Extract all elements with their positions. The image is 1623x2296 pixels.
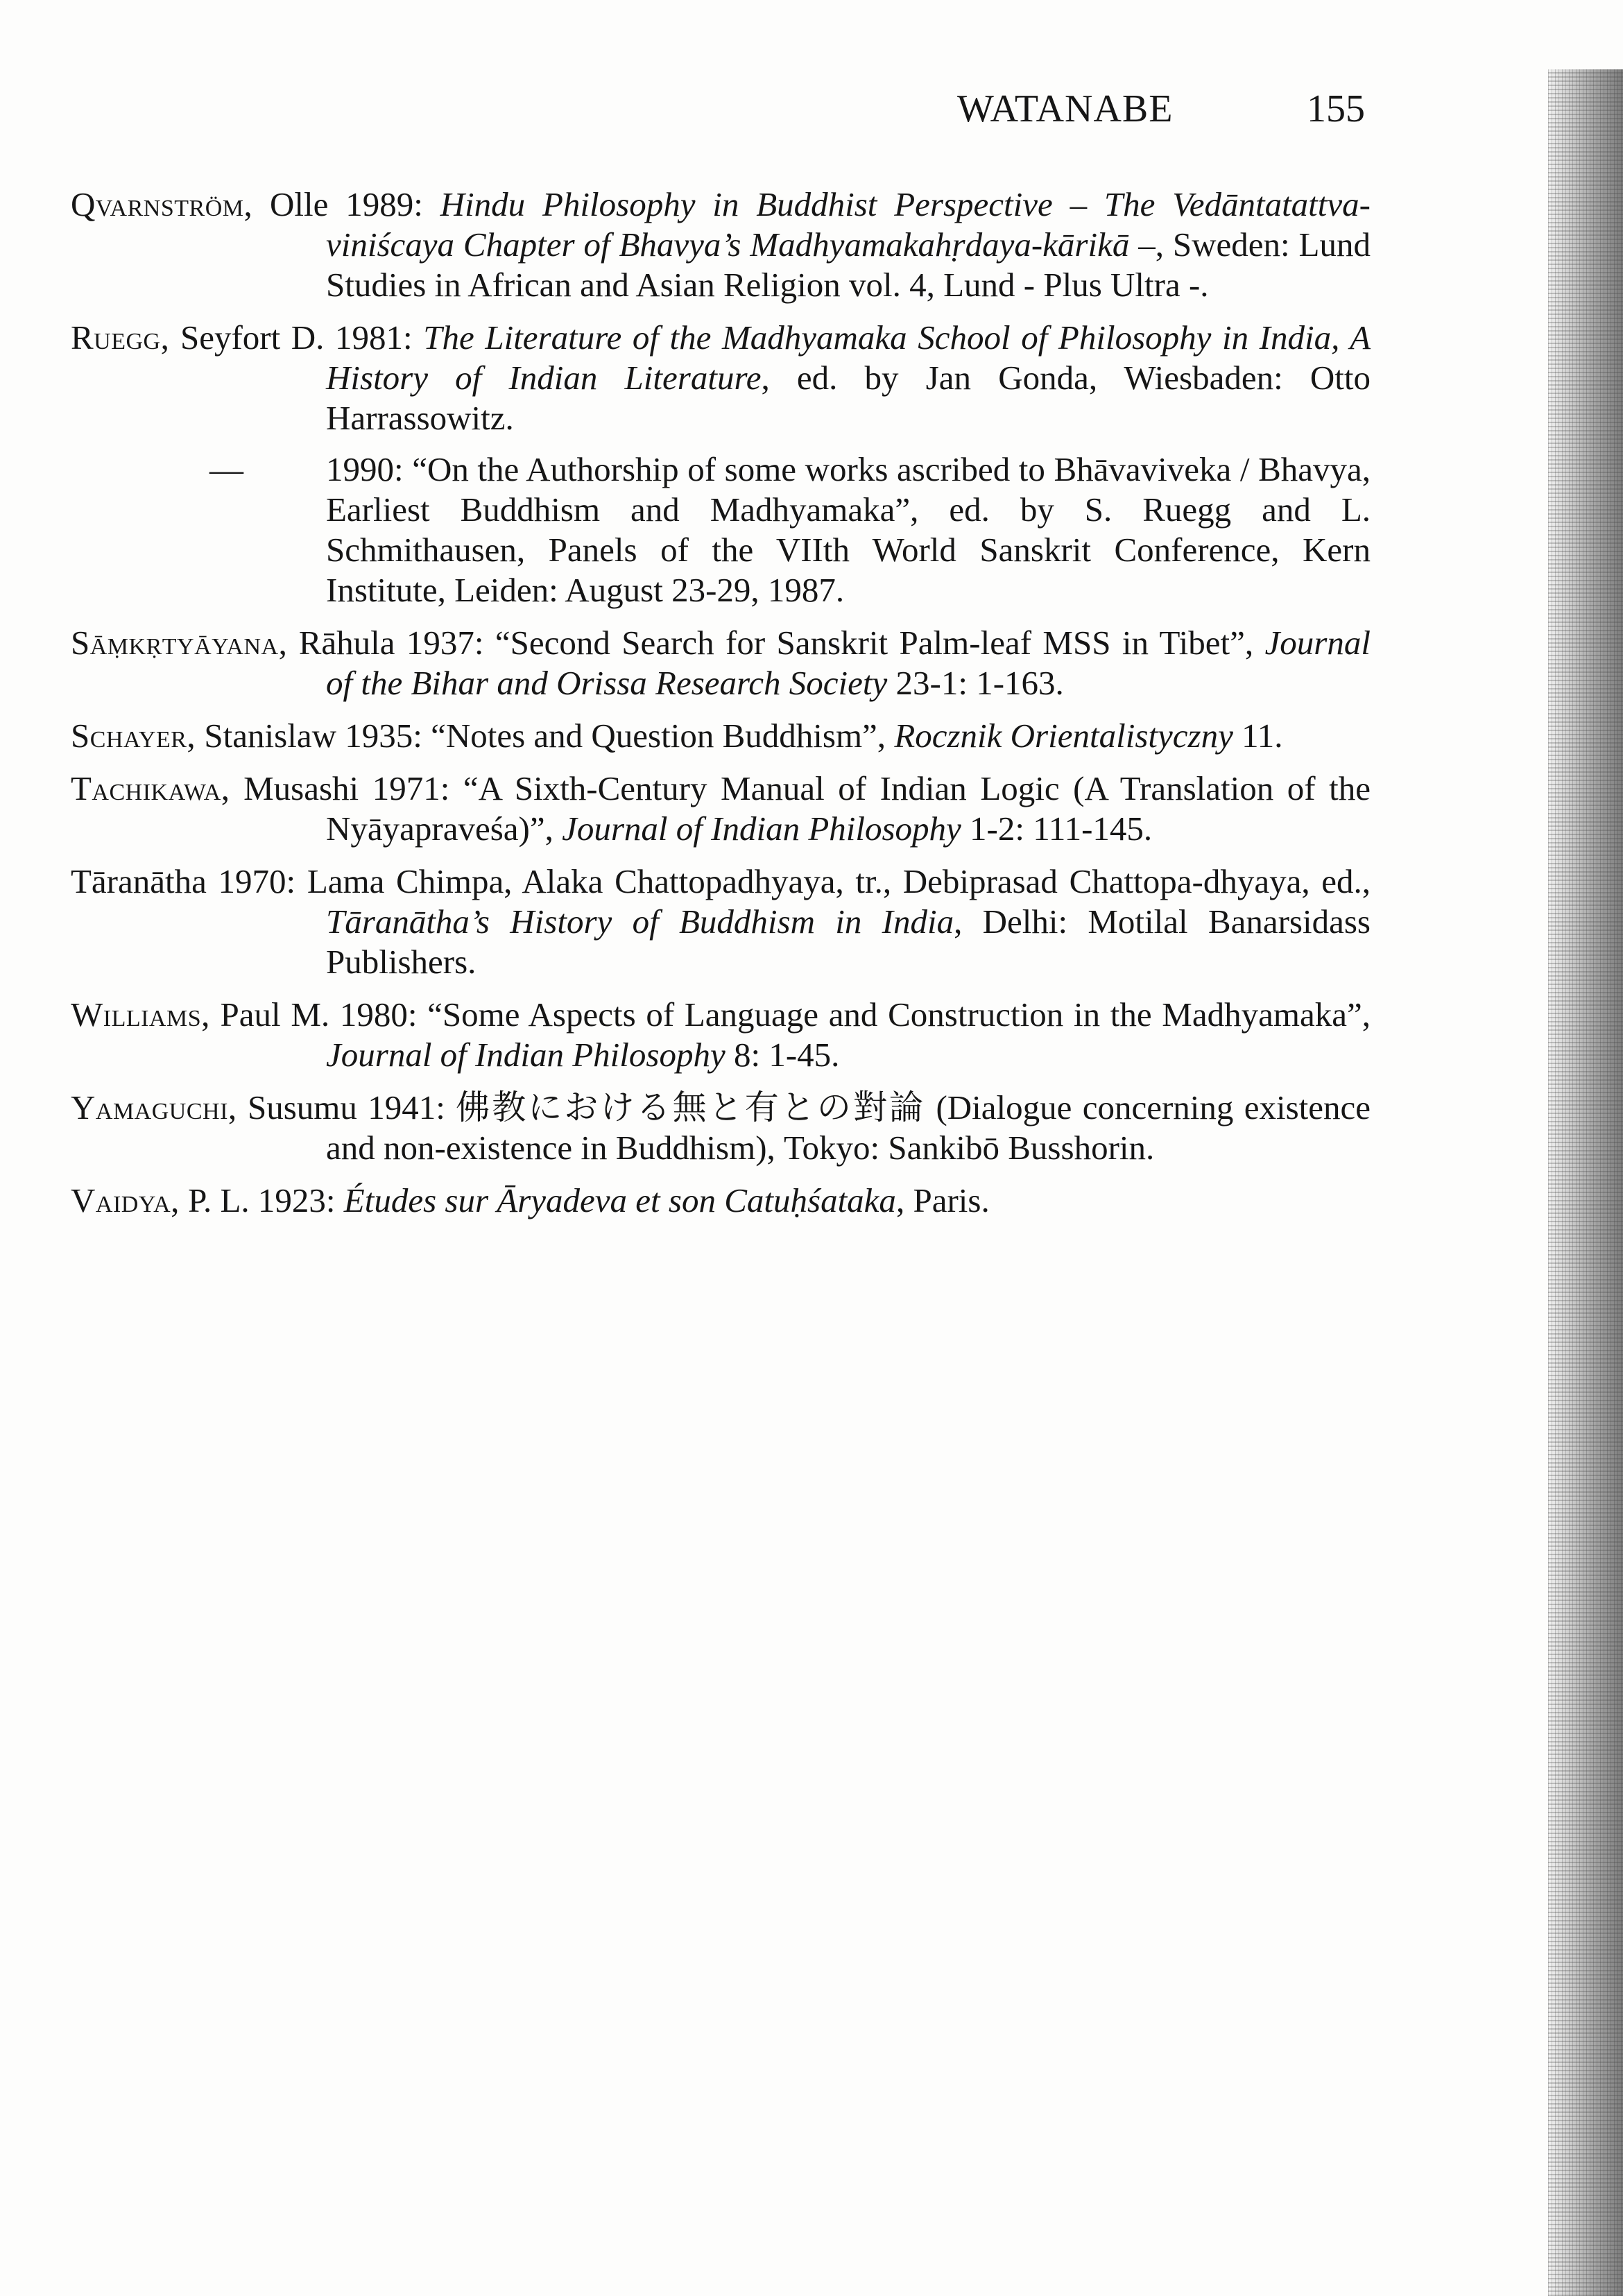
entry-text: Olle 1989: <box>252 185 440 223</box>
entry-text: Tāranātha 1970: Lama Chimpa, Alaka Chattopadhyaya, tr., Debiprasad Chattopa-dhyaya, ed., <box>71 862 1371 900</box>
bib-entry-vaidya <box>71 1181 1371 1221</box>
entry-text: 1990: “On the Authorship of some works ascribed to Bhāvaviveka / Bhavya, Earliest Buddhism and Madhyamaka”, ed. by S. Ruegg and L. Schmithausen, Panels of the VIIth World Sanskrit Conference, Kern Institute, Leiden: August 23-29, 1987. <box>326 450 1371 609</box>
same-author-dash: — <box>209 450 243 488</box>
running-head: WATANABE <box>957 87 1174 130</box>
entry-text: 23-1: 1-163. <box>887 664 1064 702</box>
entry-text: Rāhula 1937: “Second Search for Sanskrit Palm-leaf MSS in Tibet”, <box>287 624 1265 662</box>
entry-author: Qvarnström, <box>71 185 253 223</box>
bib-entry-tachikawa <box>71 769 1371 849</box>
entry-title: Tāranātha’s History of Buddhism in India <box>326 902 954 941</box>
bib-entry-schayer <box>71 716 1371 756</box>
entry-title: Journal of Indian Philosophy <box>562 809 961 848</box>
entry-text: 11. <box>1233 717 1283 755</box>
bib-entry-taranatha <box>71 862 1371 982</box>
entry-title: Hindu Philosophy in Buddhist Perspective – The Vedāntatattva-viniścaya Chapter of Bhavya’s Madhyamakahṛdaya-kārikā – <box>326 185 1371 264</box>
bib-entry-ruegg-1990 <box>71 449 1371 610</box>
page-number: 155 <box>1307 87 1365 130</box>
entry-text: Stanislaw 1935: “Notes and Question Buddhism”, <box>196 717 895 755</box>
entry-author: Schayer, <box>71 717 196 755</box>
entry-text: Musashi 1971: “A Sixth-Century Manual of Indian Logic (A Translation of the Nyāyapraveśa)”, <box>230 769 1371 848</box>
entry-author: Tachikawa, <box>71 769 230 807</box>
entry-text: Susumu 1941: 佛教における無と有との對論 (Dialogue concerning existence and non-existence in Buddhism), Tokyo: Sankibō Busshorin. <box>237 1088 1371 1167</box>
bibliography-list <box>71 185 1371 1233</box>
entry-text: Paul M. 1980: “Some Aspects of Language and Construction in the Madhyamaka”, <box>209 995 1371 1034</box>
entry-text: P. L. 1923: <box>179 1181 344 1219</box>
entry-author: Williams, <box>71 995 210 1034</box>
scan-binding-edge <box>1548 69 1623 2296</box>
entry-title: Journal of Indian Philosophy <box>326 1036 725 1074</box>
entry-title: Journal of the Bihar and Orissa Research Society <box>326 624 1371 702</box>
entry-author: Ruegg, <box>71 318 170 357</box>
entry-author: Vaidya, <box>71 1181 180 1219</box>
entry-text: 8: 1-45. <box>725 1036 840 1074</box>
entry-title: Rocznik Orientalistyczny <box>894 717 1233 755</box>
entry-author: Yamaguchi, <box>71 1088 237 1126</box>
bib-entry-qvarnstrom <box>71 185 1371 305</box>
entry-author: Sāṃkṛtyāyana, <box>71 624 288 662</box>
entry-text: , Paris. <box>895 1181 990 1219</box>
bib-entry-samkrtyayana <box>71 623 1371 703</box>
entry-title: Études sur Āryadeva et son Catuḥśataka <box>343 1181 896 1219</box>
entry-text: Seyfort D. 1981: <box>169 318 424 357</box>
entry-text: , Delhi: Motilal Banarsidass Publishers. <box>326 902 1371 981</box>
entry-text: , ed. by Jan Gonda, Wiesbaden: Otto Harrassowitz. <box>326 359 1371 437</box>
entry-text: 1-2: 111-145. <box>961 809 1153 848</box>
entry-text: , Sweden: Lund Studies in African and Asian Religion vol. 4, Lund - Plus Ultra -. <box>326 225 1371 304</box>
entry-title: The Literature of the Madhyamaka School of Philosophy in India, A History of Indian Literature <box>326 318 1371 397</box>
page-header <box>957 85 1373 133</box>
bib-entry-yamaguchi <box>71 1088 1371 1168</box>
bib-entry-ruegg-1981 <box>71 318 1371 438</box>
bib-entry-williams <box>71 995 1371 1075</box>
